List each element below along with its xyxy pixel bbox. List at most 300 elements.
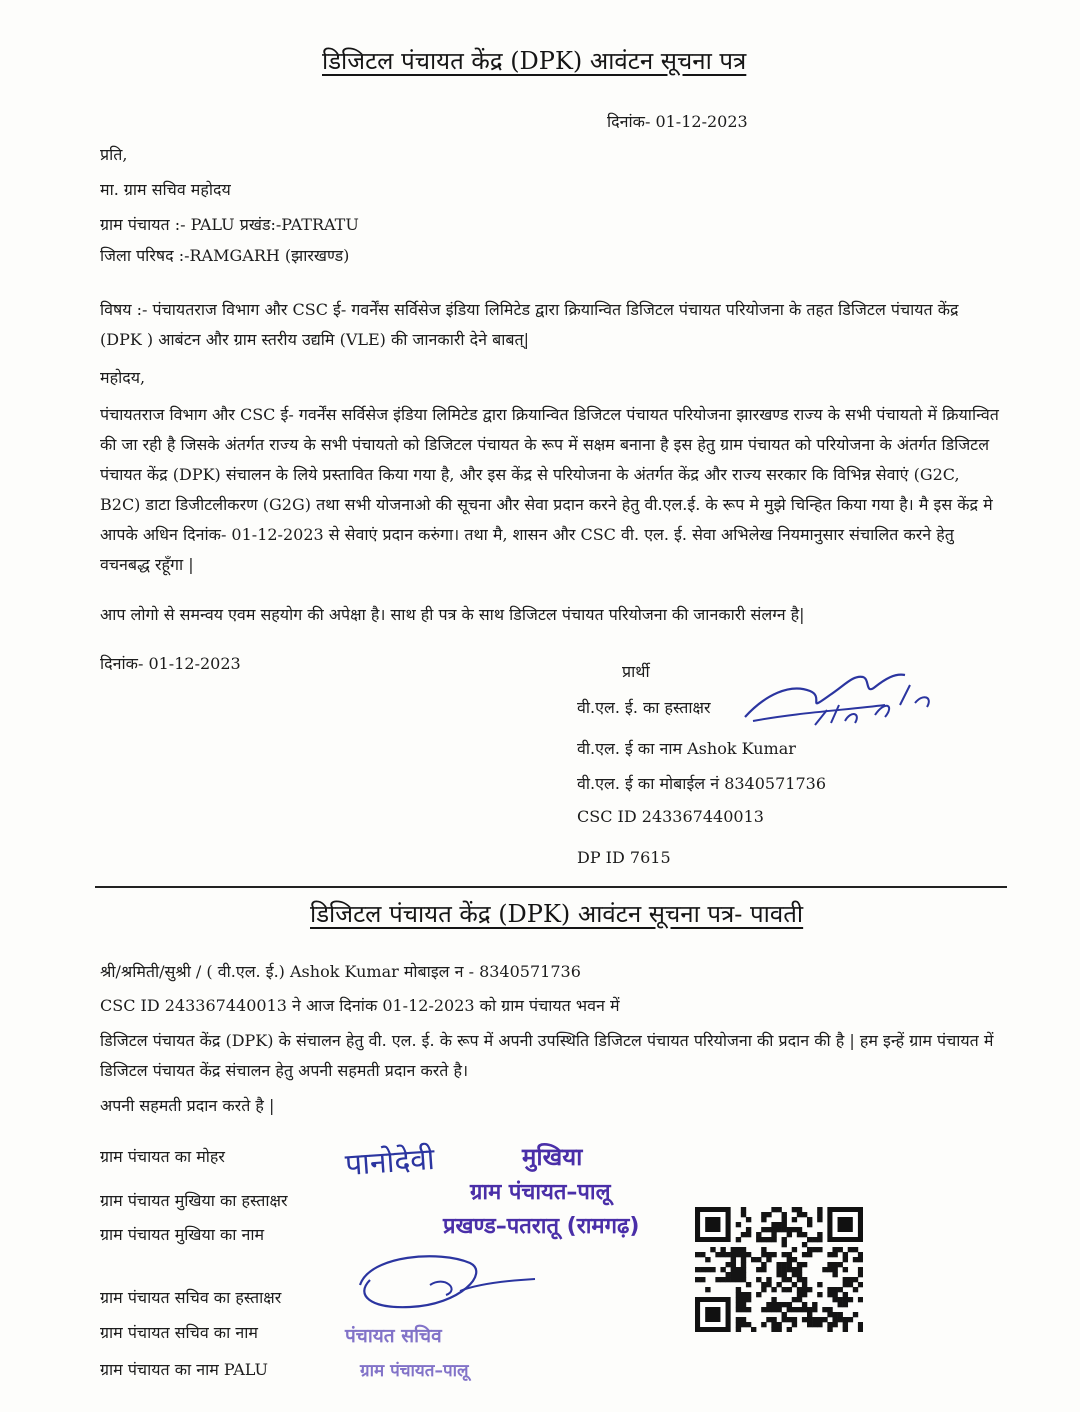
qr-module [807, 1247, 812, 1252]
qr-module [848, 1247, 853, 1252]
qr-module [736, 1317, 741, 1322]
qr-module [802, 1242, 807, 1247]
qr-module [827, 1262, 832, 1267]
qr-module [858, 1252, 863, 1257]
qr-module [853, 1277, 858, 1282]
qr-module [832, 1262, 837, 1267]
mukhiya-stamp-line3: प्रखण्ड–पतरातू (रामगढ़) [443, 1214, 640, 1239]
qr-module [843, 1277, 848, 1282]
secretary-signature-label: ग्राम पंचायत सचिव का हस्ताक्षर [100, 1288, 282, 1307]
qr-module [695, 1277, 700, 1282]
qr-module [792, 1267, 797, 1272]
qr-module [741, 1307, 746, 1312]
qr-module [746, 1322, 751, 1327]
qr-module [715, 1277, 720, 1282]
qr-module [741, 1272, 746, 1277]
qr-module [827, 1307, 832, 1312]
qr-module [807, 1312, 812, 1317]
qr-module [776, 1222, 781, 1227]
qr-module [858, 1272, 863, 1277]
qr-module [843, 1267, 848, 1272]
qr-module [761, 1212, 766, 1217]
qr-module [766, 1227, 771, 1232]
mukhiya-stamp-line1: मुखिया [522, 1143, 583, 1171]
qr-module [761, 1252, 766, 1257]
qr-module [812, 1307, 817, 1312]
qr-module [797, 1297, 802, 1302]
qr-module [817, 1217, 822, 1222]
qr-module [853, 1247, 858, 1252]
qr-module [792, 1272, 797, 1277]
qr-module [761, 1247, 766, 1252]
addressee: मा. ग्राम सचिव महोदय [100, 180, 231, 199]
qr-module [827, 1267, 832, 1272]
qr-module [797, 1207, 802, 1212]
qr-module [817, 1282, 822, 1287]
qr-module [838, 1302, 843, 1307]
qr-module [807, 1317, 812, 1322]
qr-module [812, 1317, 817, 1322]
qr-module [787, 1232, 792, 1237]
qr-module [776, 1282, 781, 1287]
qr-module [726, 1252, 731, 1257]
qr-module [731, 1252, 736, 1257]
qr-module [761, 1237, 766, 1242]
qr-module [858, 1297, 863, 1302]
qr-module [838, 1247, 843, 1252]
qr-module [746, 1297, 751, 1302]
qr-module [782, 1237, 787, 1242]
qr-module [776, 1227, 781, 1232]
qr-module [756, 1232, 761, 1237]
qr-module [822, 1317, 827, 1322]
qr-module [802, 1287, 807, 1292]
qr-module [787, 1277, 792, 1282]
qr-module [746, 1217, 751, 1222]
qr-module [838, 1317, 843, 1322]
qr-module [736, 1322, 741, 1327]
qr-module [807, 1322, 812, 1327]
qr-module [776, 1307, 781, 1312]
qr-module [776, 1327, 781, 1332]
qr-module [817, 1247, 822, 1252]
bottom-date: दिनांक- 01-12-2023 [100, 654, 241, 673]
qr-module [792, 1307, 797, 1312]
qr-module [848, 1282, 853, 1287]
qr-module [766, 1302, 771, 1307]
qr-module [710, 1267, 715, 1272]
qr-module [741, 1322, 746, 1327]
qr-module [731, 1272, 736, 1277]
qr-module [736, 1252, 741, 1257]
qr-module [746, 1252, 751, 1257]
receipt-body: डिजिटल पंचायत केंद्र (DPK) के संचालन हेतु वी. एल. ई. के रूप में अपनी उपस्थिति डिजिटल पंचायत परियोजना की प्रदान की है | हम इन्हें ग्राम पंचायत में डिजिटल पंचायत केंद्र संचालन हेतु अपनी सहमती प्रदान करते है। [100, 1031, 994, 1080]
qr-module [741, 1212, 746, 1217]
qr-module [782, 1217, 787, 1222]
qr-module [736, 1267, 741, 1272]
qr-module [736, 1222, 741, 1227]
qr-module [802, 1317, 807, 1322]
qr-module [782, 1242, 787, 1247]
qr-module [700, 1252, 705, 1257]
qr-module [858, 1267, 863, 1272]
qr-module [741, 1277, 746, 1282]
qr-module [736, 1272, 741, 1277]
qr-finder [705, 1217, 720, 1232]
qr-module [858, 1282, 863, 1287]
qr-module [843, 1282, 848, 1287]
qr-module [771, 1287, 776, 1292]
qr-module [797, 1277, 802, 1282]
vle-signature-label: वी.एल. ई. का हस्ताक्षर [577, 698, 711, 717]
qr-module [832, 1267, 837, 1272]
receipt-line1: श्री/श्रमिती/सुश्री / ( वी.एल. ई.) Ashok Kumar मोबाइल न - 8340571736 [100, 962, 581, 981]
qr-module [797, 1262, 802, 1267]
qr-module [782, 1317, 787, 1322]
qr-module [736, 1277, 741, 1282]
qr-module [766, 1282, 771, 1287]
qr-module [771, 1227, 776, 1232]
qr-module [787, 1327, 792, 1332]
qr-module [822, 1267, 827, 1272]
qr-module [802, 1302, 807, 1307]
receipt-line2: CSC ID 243367440013 ने आज दिनांक 01-12-2023 को ग्राम पंचायत भवन में [100, 996, 620, 1015]
qr-module [797, 1292, 802, 1297]
qr-module [807, 1237, 812, 1242]
panchayat-line: ग्राम पंचायत :- PALU प्रखंड:-PATRATU [100, 215, 359, 234]
panchayat-name-label: ग्राम पंचायत का नाम PALU [100, 1360, 268, 1379]
secretary-stamp-line1: पंचायत सचिव [345, 1325, 442, 1347]
qr-module [736, 1307, 741, 1312]
qr-module [741, 1252, 746, 1257]
qr-module [720, 1267, 725, 1272]
vle-signature [735, 655, 945, 740]
qr-module [853, 1257, 858, 1262]
qr-module [802, 1277, 807, 1282]
qr-module [787, 1307, 792, 1312]
qr-module [746, 1307, 751, 1312]
qr-module [705, 1287, 710, 1292]
section-divider [95, 886, 1007, 888]
consent-line: अपनी सहमती प्रदान करते है | [100, 1096, 275, 1115]
qr-module [817, 1232, 822, 1237]
qr-module [843, 1302, 848, 1307]
qr-module [705, 1257, 710, 1262]
qr-module [736, 1292, 741, 1297]
qr-module [782, 1272, 787, 1277]
qr-module [782, 1287, 787, 1292]
qr-module [843, 1317, 848, 1322]
qr-module [832, 1247, 837, 1252]
qr-module [771, 1327, 776, 1332]
qr-module [756, 1267, 761, 1272]
qr-module [787, 1317, 792, 1322]
qr-module [797, 1227, 802, 1232]
qr-module [726, 1277, 731, 1282]
qr-module [715, 1252, 720, 1257]
qr-module [756, 1237, 761, 1242]
qr-module [843, 1252, 848, 1257]
qr-module [731, 1262, 736, 1267]
qr-module [726, 1262, 731, 1267]
qr-module [797, 1267, 802, 1272]
qr-module [802, 1282, 807, 1287]
qr-module [746, 1282, 751, 1287]
qr-module [761, 1282, 766, 1287]
qr-module [700, 1277, 705, 1282]
qr-module [848, 1317, 853, 1322]
qr-module [756, 1292, 761, 1297]
qr-module [832, 1272, 837, 1277]
qr-module [817, 1212, 822, 1217]
qr-module [782, 1222, 787, 1227]
dp-id: DP ID 7615 [577, 848, 671, 867]
qr-module [741, 1292, 746, 1297]
qr-module [766, 1257, 771, 1262]
csc-id: CSC ID 243367440013 [577, 807, 764, 826]
qr-module [802, 1292, 807, 1297]
qr-module [817, 1292, 822, 1297]
qr-module [832, 1312, 837, 1317]
qr-module [766, 1252, 771, 1257]
mukhiya-name-label: ग्राम पंचायत मुखिया का नाम [100, 1225, 265, 1244]
qr-module [812, 1322, 817, 1327]
qr-module [843, 1292, 848, 1297]
qr-module [756, 1257, 761, 1262]
qr-module [858, 1322, 863, 1327]
qr-module [736, 1327, 741, 1332]
qr-module [741, 1297, 746, 1302]
qr-module [695, 1267, 700, 1272]
qr-module [832, 1287, 837, 1292]
qr-module [771, 1222, 776, 1227]
qr-module [843, 1257, 848, 1262]
qr-module [802, 1212, 807, 1217]
qr-module [797, 1272, 802, 1277]
qr-module [832, 1317, 837, 1322]
qr-module [792, 1207, 797, 1212]
qr-module [746, 1292, 751, 1297]
qr-module [731, 1247, 736, 1252]
qr-module [720, 1247, 725, 1252]
qr-module [761, 1307, 766, 1312]
qr-module [792, 1317, 797, 1322]
qr-module [782, 1227, 787, 1232]
vle-mobile: वी.एल. ई का मोबाईल नं 8340571736 [577, 774, 826, 793]
qr-module [741, 1247, 746, 1252]
qr-module [771, 1302, 776, 1307]
qr-module [838, 1312, 843, 1317]
qr-module [731, 1277, 736, 1282]
qr-module [751, 1327, 756, 1332]
qr-module [741, 1207, 746, 1212]
qr-module [853, 1312, 858, 1317]
qr-module [766, 1277, 771, 1282]
qr-module [822, 1307, 827, 1312]
qr-module [771, 1232, 776, 1237]
qr-module [756, 1277, 761, 1282]
qr-module [817, 1237, 822, 1242]
qr-module [832, 1322, 837, 1327]
qr-module [771, 1317, 776, 1322]
qr-module [726, 1272, 731, 1277]
qr-module [776, 1322, 781, 1327]
qr-module [807, 1217, 812, 1222]
qr-module [807, 1287, 812, 1292]
qr-module [720, 1277, 725, 1282]
qr-module [858, 1327, 863, 1332]
qr-module [736, 1297, 741, 1302]
qr-module [817, 1207, 822, 1212]
qr-module [771, 1307, 776, 1312]
notice-body: पंचायतराज विभाग और CSC ई- गवर्नेंस सर्विसेज इंडिया लिमिटेड द्वारा क्रियान्वित डिजिटल पंचायत परियोजना झारखण्ड राज्य के सभी पंचायतो में क्रियान्वित की जा रही है जिसके अंतर्गत राज्य के सभी पंचायतो को डिजिटल पंचायत के रूप में सक्षम बनाना है इस हेतु ग्राम पंचायत को परियोजना के अंतर्गत डिजिटल पंचायत केंद्र (DPK) संचालन के लिये प्रस्तावित किया गया है, और इस केंद्र से परियोजना के अंतर्गत केंद्र और राज्य सरकार कि विभिन्न सेवाएं (G2C, B2C) डाटा डिजीटलीकरण (G2G) तथा सभी योजनाओ की सूचना और सेवा प्रदान करने हेतु वी.एल.ई. के रूप मे मुझे चिन्हित किया गया है। मै इस केंद्र मे आपके अधिन दिनांक- 01-12-2023 से सेवाएं प्रदान करुंगा। तथा मै, शासन और CSC वी. एल. ई. सेवा अभिलेख नियमानुसार संचालित करने हेतु वचनबद्ध रहूँगा | [100, 405, 999, 574]
qr-module [792, 1257, 797, 1262]
secretary-stamp-line2: ग्राम पंचायत–पालू [360, 1361, 469, 1381]
qr-module [776, 1302, 781, 1307]
qr-module [787, 1252, 792, 1257]
mukhiya-stamp-line2: ग्राम पंचायत–पालू [470, 1180, 611, 1205]
qr-module [771, 1207, 776, 1212]
qr-module [843, 1297, 848, 1302]
qr-code [695, 1207, 863, 1332]
qr-module [802, 1252, 807, 1257]
qr-module [761, 1287, 766, 1292]
mukhiya-handwriting: पानोदेवी [344, 1141, 436, 1184]
qr-module [832, 1297, 837, 1302]
qr-module [771, 1322, 776, 1327]
qr-module [807, 1307, 812, 1312]
qr-module [787, 1267, 792, 1272]
district-line: जिला परिषद :-RAMGARH (झारखण्ड) [100, 246, 350, 265]
qr-module [792, 1227, 797, 1232]
qr-module [741, 1317, 746, 1322]
subject: विषय :- पंचायतराज विभाग और CSC ई- गवर्नेंस सर्विसेज इंडिया लिमिटेड द्वारा क्रियान्वित डिजिटल पंचायत परियोजना के तहत डिजिटल पंचायत केंद्र (DPK ) आबंटन और ग्राम स्तरीय उद्यमि (VLE) की जानकारी देने बाबत्| [100, 300, 959, 349]
qr-module [827, 1292, 832, 1297]
qr-module [838, 1297, 843, 1302]
qr-module [746, 1232, 751, 1237]
qr-module [802, 1232, 807, 1237]
qr-module [817, 1322, 822, 1327]
qr-module [792, 1282, 797, 1287]
to-line: प्रति, [100, 145, 128, 164]
qr-module [776, 1267, 781, 1272]
qr-module [776, 1207, 781, 1212]
qr-module [736, 1302, 741, 1307]
qr-module [797, 1287, 802, 1292]
qr-module [766, 1237, 771, 1242]
qr-module [751, 1257, 756, 1262]
qr-module [782, 1212, 787, 1217]
qr-module [731, 1257, 736, 1262]
qr-module [741, 1232, 746, 1237]
qr-module [812, 1247, 817, 1252]
qr-module [802, 1262, 807, 1267]
qr-module [761, 1217, 766, 1222]
qr-module [741, 1302, 746, 1307]
salutation: महोदय, [100, 368, 146, 387]
qr-module [848, 1277, 853, 1282]
mukhiya-signature-label: ग्राम पंचायत मुखिया का हस्ताक्षर [100, 1191, 288, 1210]
qr-module [832, 1252, 837, 1257]
qr-module [827, 1287, 832, 1292]
qr-module [858, 1257, 863, 1262]
qr-module [710, 1247, 715, 1252]
qr-module [787, 1302, 792, 1307]
qr-module [731, 1267, 736, 1272]
qr-module [761, 1227, 766, 1232]
qr-module [776, 1262, 781, 1267]
notice-title: डिजिटल पंचायत केंद्र (DPK) आवंटन सूचना पत्र [322, 47, 747, 75]
applicant-label: प्रार्थी [622, 662, 650, 681]
qr-module [787, 1262, 792, 1267]
qr-module [736, 1247, 741, 1252]
qr-finder [838, 1217, 853, 1232]
qr-module [843, 1327, 848, 1332]
qr-module [771, 1237, 776, 1242]
qr-module [812, 1237, 817, 1242]
qr-module [720, 1252, 725, 1257]
qr-module [838, 1287, 843, 1292]
qr-module [700, 1267, 705, 1272]
qr-module [736, 1287, 741, 1292]
qr-module [741, 1257, 746, 1262]
qr-module [827, 1252, 832, 1257]
qr-module [705, 1267, 710, 1272]
notice-date: दिनांक- 01-12-2023 [607, 112, 748, 131]
qr-module [741, 1267, 746, 1272]
seal-label: ग्राम पंचायत का मोहर [100, 1147, 225, 1166]
qr-module [838, 1262, 843, 1267]
qr-module [848, 1297, 853, 1302]
qr-module [817, 1317, 822, 1322]
qr-module [812, 1302, 817, 1307]
secretary-signature [350, 1245, 550, 1325]
qr-module [771, 1297, 776, 1302]
qr-module [746, 1227, 751, 1232]
qr-module [782, 1302, 787, 1307]
qr-module [853, 1287, 858, 1292]
qr-module [787, 1257, 792, 1262]
qr-module [792, 1247, 797, 1252]
qr-module [782, 1277, 787, 1282]
qr-finder [705, 1307, 720, 1322]
qr-module [782, 1262, 787, 1267]
request-line: आप लोगो से समन्वय एवम सहयोग की अपेक्षा है। साथ ही पत्र के साथ डिजिटल पंचायत परियोजना की जानकारी संलग्न है| [100, 605, 805, 624]
qr-module [807, 1252, 812, 1257]
qr-module [827, 1327, 832, 1332]
qr-module [827, 1322, 832, 1327]
qr-module [761, 1322, 766, 1327]
qr-module [736, 1237, 741, 1242]
qr-module [782, 1252, 787, 1257]
qr-module [766, 1317, 771, 1322]
qr-module [797, 1307, 802, 1312]
secretary-name-label: ग्राम पंचायत सचिव का नाम [100, 1323, 258, 1342]
qr-module [741, 1262, 746, 1267]
qr-module [766, 1212, 771, 1217]
qr-module [832, 1292, 837, 1297]
qr-module [771, 1252, 776, 1257]
qr-module [782, 1312, 787, 1317]
qr-module [761, 1262, 766, 1267]
qr-module [792, 1297, 797, 1302]
qr-module [792, 1322, 797, 1327]
qr-module [695, 1252, 700, 1257]
qr-module [807, 1222, 812, 1227]
vle-name: वी.एल. ई का नाम Ashok Kumar [577, 739, 796, 758]
qr-module [787, 1227, 792, 1232]
receipt-title: डिजिटल पंचायत केंद्र (DPK) आवंटन सूचना पत्र- पावती [310, 900, 804, 928]
